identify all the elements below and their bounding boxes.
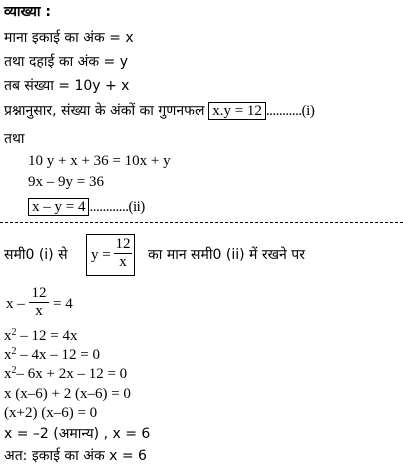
line-product-condition: [4, 102, 314, 120]
equation-ii-box: x – y = 4: [28, 198, 89, 216]
line-equation-ii: [28, 198, 145, 216]
eq6: (x+2) (x–6) = 0: [4, 405, 98, 421]
equation-ii-label: ............(ii): [89, 199, 145, 215]
line-also: तथा: [4, 131, 25, 147]
eq4-base: x: [4, 366, 12, 382]
eq4-rest: – 6x + 2x – 12 = 0: [16, 366, 128, 382]
line-tens-digit: तथा दहाई का अंक = y: [4, 54, 129, 70]
eq1-fraction: [29, 285, 49, 320]
substitution-denominator: x: [119, 254, 127, 270]
substitution-lhs: y =: [91, 247, 111, 263]
equation-i-label: ...........(i): [265, 103, 315, 119]
eq1-denominator: x: [35, 303, 43, 319]
eq5: x (x–6) + 2 (x–6) = 0: [4, 386, 131, 402]
equation-i-box: x.y = 12: [208, 102, 266, 120]
eq8-conclusion: अत: इकाई का अंक x = 6: [4, 448, 147, 464]
eq2-exponent: 2: [11, 327, 17, 338]
eq3: [4, 346, 100, 364]
eq1-lhs: x –: [6, 296, 25, 312]
eq1-rhs: = 4: [53, 296, 73, 312]
eq1-numerator: 12: [31, 285, 47, 301]
eq7: x = –2 (अमान्य) , x = 6: [4, 426, 151, 442]
section-divider: [0, 222, 403, 223]
eq4: [4, 365, 127, 383]
line-units-digit: माना इकाई का अंक = x: [4, 30, 134, 46]
eq3-exponent: 2: [11, 346, 17, 357]
line-digit-swap-equation: 10 y + x + 36 = 10x + y: [28, 153, 171, 169]
line-simplified-equation: 9x – 9y = 36: [28, 174, 104, 190]
product-condition-text: प्रश्नानुसार, संख्या के अंकों का गुणनफल: [4, 103, 205, 119]
substitution-text-a: समी0 (i) से: [4, 247, 68, 263]
line-number: तब संख्या = 10y + x: [4, 78, 130, 94]
eq2: [4, 327, 77, 345]
eq3-rest: – 4x – 12 = 0: [16, 347, 100, 363]
substitution-numerator: 12: [115, 236, 131, 252]
heading: व्याख्या :: [4, 4, 51, 20]
eq2-base: x: [4, 328, 12, 344]
substitution-fraction: [114, 236, 132, 271]
eq2-rest: – 12 = 4x: [16, 328, 78, 344]
substitution-text-b: का मान समी0 (ii) में रखने पर: [148, 247, 305, 263]
eq3-base: x: [4, 347, 12, 363]
eq4-exponent: 2: [11, 365, 17, 376]
